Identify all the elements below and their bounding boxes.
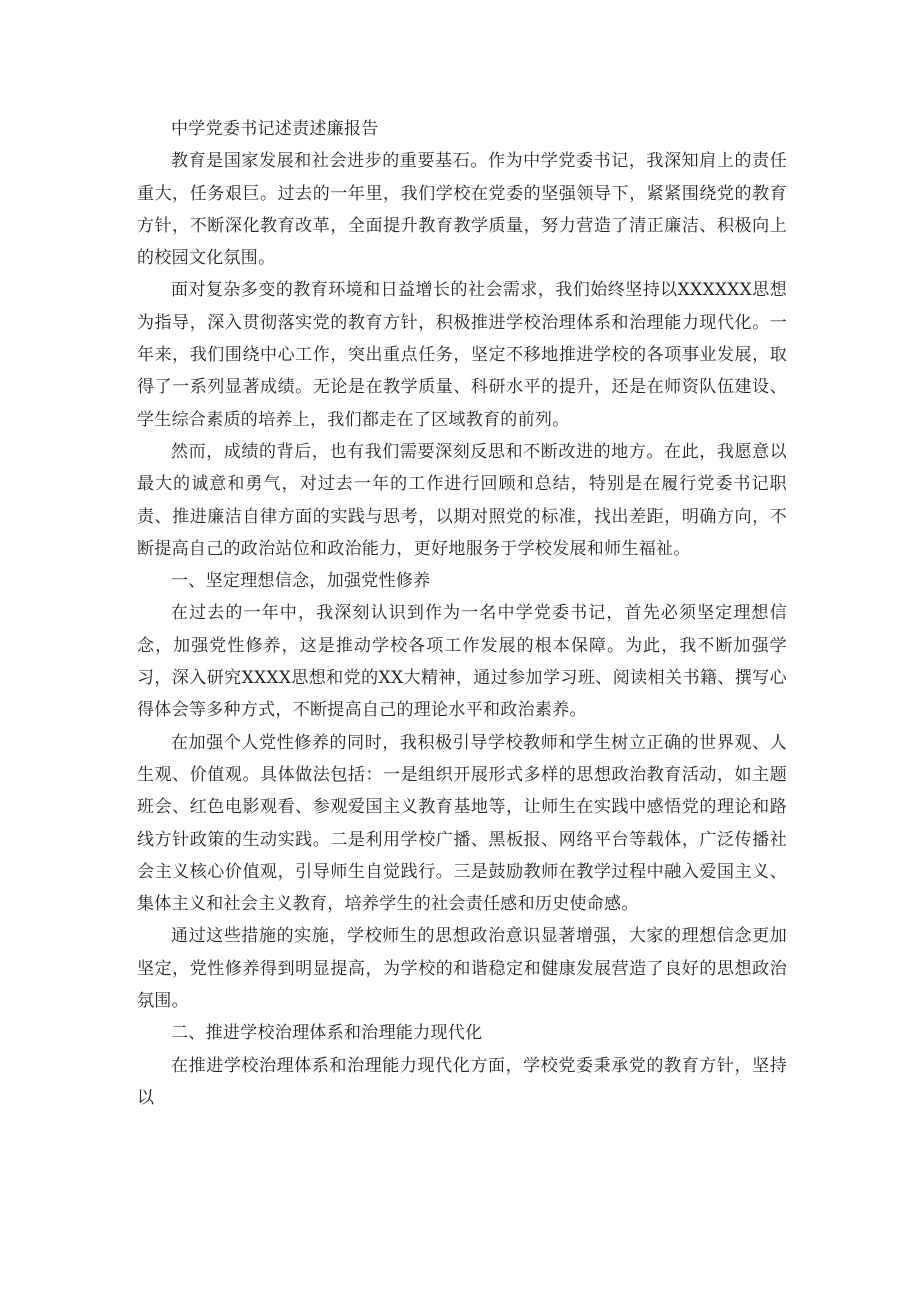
section-2-paragraph-1: 在推进学校治理体系和治理能力现代化方面，学校党委秉承党的教育方针，坚持以 <box>137 1055 787 1108</box>
section-1-paragraph-3: 通过这些措施的实施，学校师生的思想政治意识显著增强，大家的理想信念更加坚定，党性修养得到明显提高，为学校的和谐稳定和健康发展营造了良好的思想政治氛围。 <box>137 926 787 1012</box>
paragraph-intro-1: 教育是国家发展和社会进步的重要基石。作为中学党委书记，我深知肩上的责任重大，任务艰巨。过去的一年里，我们学校在党委的坚强领导下，紧紧围绕党的教育方针，不断深化教育改革，全面提升教育教学质量，努力营造了清正廉洁、积极向上的校园文化氛围。 <box>137 151 787 269</box>
paragraph-intro-3: 然而，成绩的背后，也有我们需要深刻反思和不断改进的地方。在此，我愿意以最大的诚意和勇气，对过去一年的工作进行回顾和总结，特别是在履行党委书记职责、推进廉洁自律方面的实践与思考，以期对照党的标准，找出差距，明确方向，不断提高自己的政治站位和政治能力，更好地服务于学校发展和师生福祉。 <box>137 441 787 559</box>
section-2-heading: 二、推进学校治理体系和治理能力现代化 <box>171 1023 483 1044</box>
document-title: 中学党委书记述责述廉报告 <box>171 119 379 139</box>
section-1-heading: 一、坚定理想信念，加强党性修养 <box>171 571 431 592</box>
section-1-paragraph-1: 在过去的一年中，我深刻认识到作为一名中学党委书记，首先必须坚定理想信念，加强党性修养，这是推动学校各项工作发展的根本保障。为此，我不断加强学习，深入研究XXXX思想和党的XX大精神，通过参加学习班、阅读相关书籍、撰写心得体会等多种方式，不断提高自己的理论水平和政治素养。 <box>137 603 787 721</box>
section-1-paragraph-2: 在加强个人党性修养的同时，我积极引导学校教师和学生树立正确的世界观、人生观、价值观。具体做法包括：一是组织开展形式多样的思想政治教育活动，如主题班会、红色电影观看、参观爱国主义教育基地等，让师生在实践中感悟党的理论和路线方针政策的生动实践。二是利用学校广播、黑板报、网络平台等载体，广泛传播社会主义核心价值观，引导师生自觉践行。三是鼓励教师在教学过程中融入爱国主义、集体主义和社会主义教育，培养学生的社会责任感和历史使命感。 <box>137 732 787 915</box>
document-body <box>137 113 787 1114</box>
paragraph-intro-2: 面对复杂多变的教育环境和日益增长的社会需求，我们始终坚持以XXXXXX思想为指导，深入贯彻落实党的教育方针，积极推进学校治理体系和治理能力现代化。一年来，我们围绕中心工作，突出重点任务，坚定不移地推进学校的各项事业发展，取得了一系列显著成绩。无论是在教学质量、科研水平的提升，还是在师资队伍建设、学生综合素质的培养上，我们都走在了区域教育的前列。 <box>137 280 787 430</box>
